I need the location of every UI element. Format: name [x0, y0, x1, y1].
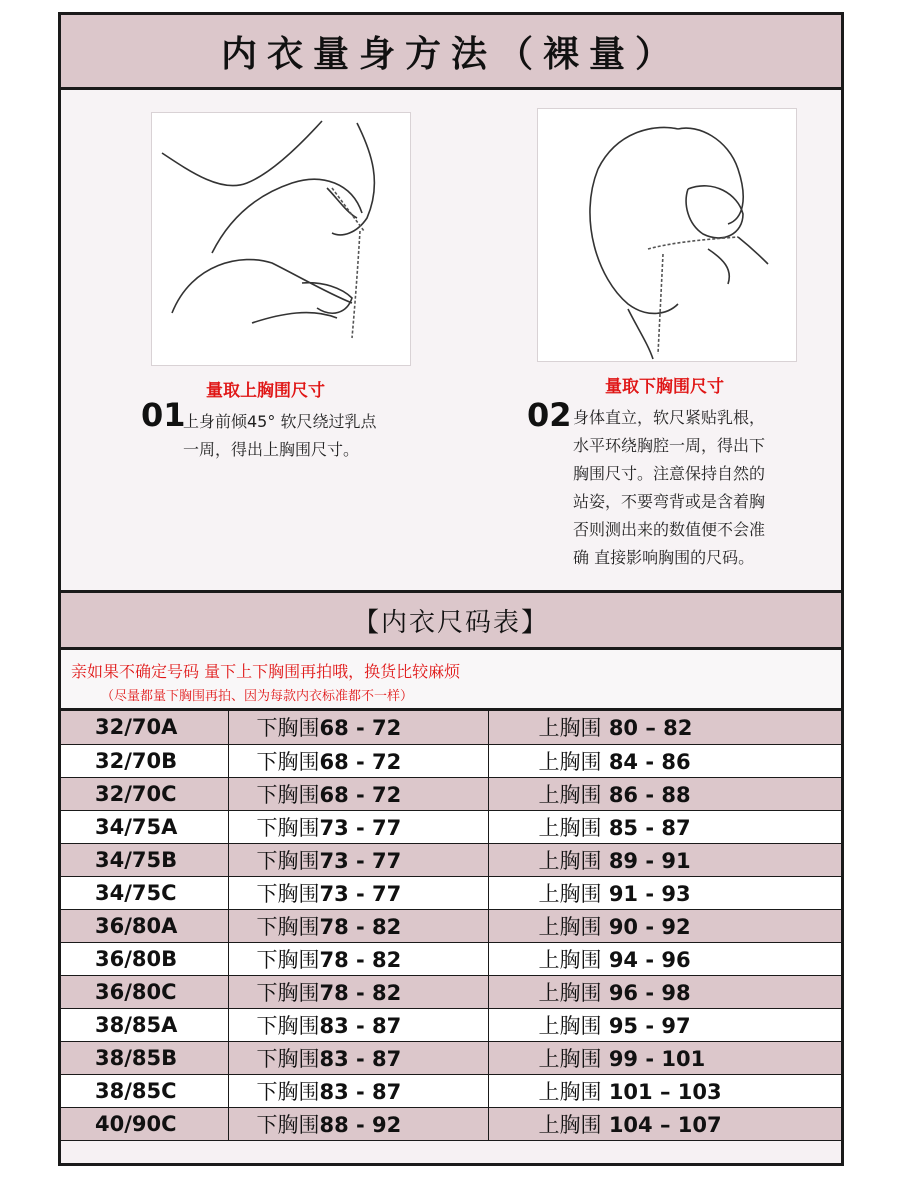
- under-bust-label: 下胸围: [256, 815, 320, 840]
- over-bust-value: 84 - 86: [608, 749, 691, 774]
- over-bust-label: 上胸围: [538, 782, 602, 807]
- over-bust-value: 80 – 82: [608, 716, 693, 741]
- size-code-cell: 32/70B: [61, 744, 228, 777]
- over-bust-cell: [488, 1074, 841, 1107]
- over-bust-value: 95 - 97: [608, 1013, 691, 1038]
- over-bust-cell: [488, 777, 841, 810]
- over-bust-cell: [488, 843, 841, 876]
- table-row: [61, 777, 841, 810]
- over-bust-value: 86 - 88: [608, 782, 691, 807]
- size-guide-frame: [58, 12, 844, 1166]
- over-bust-cell: [488, 1041, 841, 1074]
- step2-heading: 量取下胸围尺寸: [605, 377, 724, 397]
- size-code-cell: 36/80C: [61, 975, 228, 1008]
- step2-number: 02: [527, 396, 572, 434]
- under-bust-value: 73 - 77: [319, 881, 402, 906]
- over-bust-label: 上胸围: [538, 1046, 602, 1071]
- under-bust-cell: [228, 876, 488, 909]
- size-code-cell: 40/90C: [61, 1107, 228, 1140]
- over-bust-value: 101 – 103: [608, 1079, 722, 1104]
- under-bust-label: 下胸围: [256, 848, 320, 873]
- over-bust-cell: [488, 942, 841, 975]
- under-bust-label: 下胸围: [256, 749, 320, 774]
- under-bust-label: 下胸围: [256, 716, 320, 741]
- under-bust-label: 下胸围: [256, 1046, 320, 1071]
- size-code-cell: 34/75A: [61, 810, 228, 843]
- upper-bust-illustration: [151, 112, 411, 366]
- table-row: [61, 711, 841, 744]
- under-bust-cell: [228, 975, 488, 1008]
- under-bust-value: 73 - 77: [319, 848, 402, 873]
- under-bust-value: 73 - 77: [319, 815, 402, 840]
- under-bust-value: 68 - 72: [319, 782, 402, 807]
- size-table: [61, 711, 841, 1141]
- table-row: [61, 909, 841, 942]
- page-title: 内衣量身方法（裸量）: [61, 15, 841, 90]
- over-bust-cell: [488, 810, 841, 843]
- table-row: [61, 810, 841, 843]
- under-bust-value: 68 - 72: [319, 716, 402, 741]
- over-bust-label: 上胸围: [538, 848, 602, 873]
- size-code-cell: 34/75B: [61, 843, 228, 876]
- over-bust-value: 90 - 92: [608, 914, 691, 939]
- under-bust-value: 78 - 82: [319, 914, 402, 939]
- over-bust-label: 上胸围: [538, 947, 602, 972]
- size-note: [61, 650, 841, 711]
- size-code-cell: 36/80B: [61, 942, 228, 975]
- under-bust-cell: [228, 1008, 488, 1041]
- over-bust-value: 85 - 87: [608, 815, 691, 840]
- under-bust-value: 88 - 92: [319, 1112, 402, 1137]
- under-bust-value: 83 - 87: [319, 1079, 402, 1104]
- under-bust-label: 下胸围: [256, 980, 320, 1005]
- under-bust-cell: [228, 777, 488, 810]
- under-bust-value: 78 - 82: [319, 947, 402, 972]
- under-bust-label: 下胸围: [256, 914, 320, 939]
- under-bust-label: 下胸围: [256, 782, 320, 807]
- under-bust-label: 下胸围: [256, 1112, 320, 1137]
- over-bust-cell: [488, 975, 841, 1008]
- under-bust-cell: [228, 711, 488, 744]
- size-code-cell: 38/85C: [61, 1074, 228, 1107]
- size-note-line1: 亲如果不确定号码 量下上下胸围再拍哦，换货比较麻烦: [71, 662, 461, 681]
- size-code-cell: 32/70A: [61, 711, 228, 744]
- under-bust-value: 83 - 87: [319, 1013, 402, 1038]
- size-code-cell: 38/85A: [61, 1008, 228, 1041]
- table-row: [61, 876, 841, 909]
- over-bust-label: 上胸围: [538, 1079, 602, 1104]
- over-bust-value: 96 - 98: [608, 980, 691, 1005]
- size-table-title: 【内衣尺码表】: [61, 593, 841, 650]
- over-bust-value: 89 - 91: [608, 848, 691, 873]
- step1-number: 01: [141, 396, 186, 434]
- table-row: [61, 843, 841, 876]
- over-bust-value: 91 - 93: [608, 881, 691, 906]
- table-row: [61, 975, 841, 1008]
- size-code-cell: 34/75C: [61, 876, 228, 909]
- size-code-cell: 38/85B: [61, 1041, 228, 1074]
- over-bust-cell: [488, 744, 841, 777]
- under-bust-cell: [228, 1074, 488, 1107]
- over-bust-label: 上胸围: [538, 980, 602, 1005]
- size-code-cell: 32/70C: [61, 777, 228, 810]
- under-bust-cell: [228, 942, 488, 975]
- under-bust-cell: [228, 810, 488, 843]
- over-bust-label: 上胸围: [538, 914, 602, 939]
- under-bust-cell: [228, 909, 488, 942]
- over-bust-value: 94 - 96: [608, 947, 691, 972]
- under-bust-label: 下胸围: [256, 947, 320, 972]
- table-row: [61, 1041, 841, 1074]
- over-bust-label: 上胸围: [538, 881, 602, 906]
- table-row: [61, 744, 841, 777]
- over-bust-value: 104 – 107: [608, 1112, 722, 1137]
- over-bust-cell: [488, 1107, 841, 1140]
- over-bust-cell: [488, 876, 841, 909]
- step1-text: 上身前倾45° 软尺绕过乳点 一周，得出上胸围尺寸。: [183, 412, 377, 459]
- over-bust-label: 上胸围: [538, 716, 602, 741]
- under-bust-cell: [228, 1107, 488, 1140]
- size-code-cell: 36/80A: [61, 909, 228, 942]
- under-bust-value: 83 - 87: [319, 1046, 402, 1071]
- over-bust-label: 上胸围: [538, 1013, 602, 1038]
- under-bust-cell: [228, 843, 488, 876]
- table-row: [61, 942, 841, 975]
- over-bust-cell: [488, 909, 841, 942]
- under-bust-cell: [228, 744, 488, 777]
- over-bust-value: 99 - 101: [608, 1046, 706, 1071]
- over-bust-label: 上胸围: [538, 1112, 602, 1137]
- over-bust-label: 上胸围: [538, 749, 602, 774]
- table-row: [61, 1074, 841, 1107]
- over-bust-cell: [488, 1008, 841, 1041]
- over-bust-label: 上胸围: [538, 815, 602, 840]
- step2-text: 身体直立，软尺紧贴乳根， 水平环绕胸腔一周，得出下 胸围尺寸。注意保持自然的 站姿，不要弯背或是含着胸 否则测出来的数值便不会准 确 直接影响胸围的尺码。: [573, 408, 766, 567]
- size-note-line2: （尽量都量下胸围再拍、因为每款内衣标准都不一样）: [101, 689, 414, 704]
- under-bust-label: 下胸围: [256, 1079, 320, 1104]
- over-bust-cell: [488, 711, 841, 744]
- step1-heading: 量取上胸围尺寸: [206, 381, 325, 401]
- table-row: [61, 1008, 841, 1041]
- under-bust-value: 78 - 82: [319, 980, 402, 1005]
- under-bust-label: 下胸围: [256, 881, 320, 906]
- measurement-instructions: [61, 90, 841, 593]
- under-bust-value: 68 - 72: [319, 749, 402, 774]
- under-bust-cell: [228, 1041, 488, 1074]
- under-bust-label: 下胸围: [256, 1013, 320, 1038]
- table-row: [61, 1107, 841, 1140]
- under-bust-illustration: [537, 108, 797, 362]
